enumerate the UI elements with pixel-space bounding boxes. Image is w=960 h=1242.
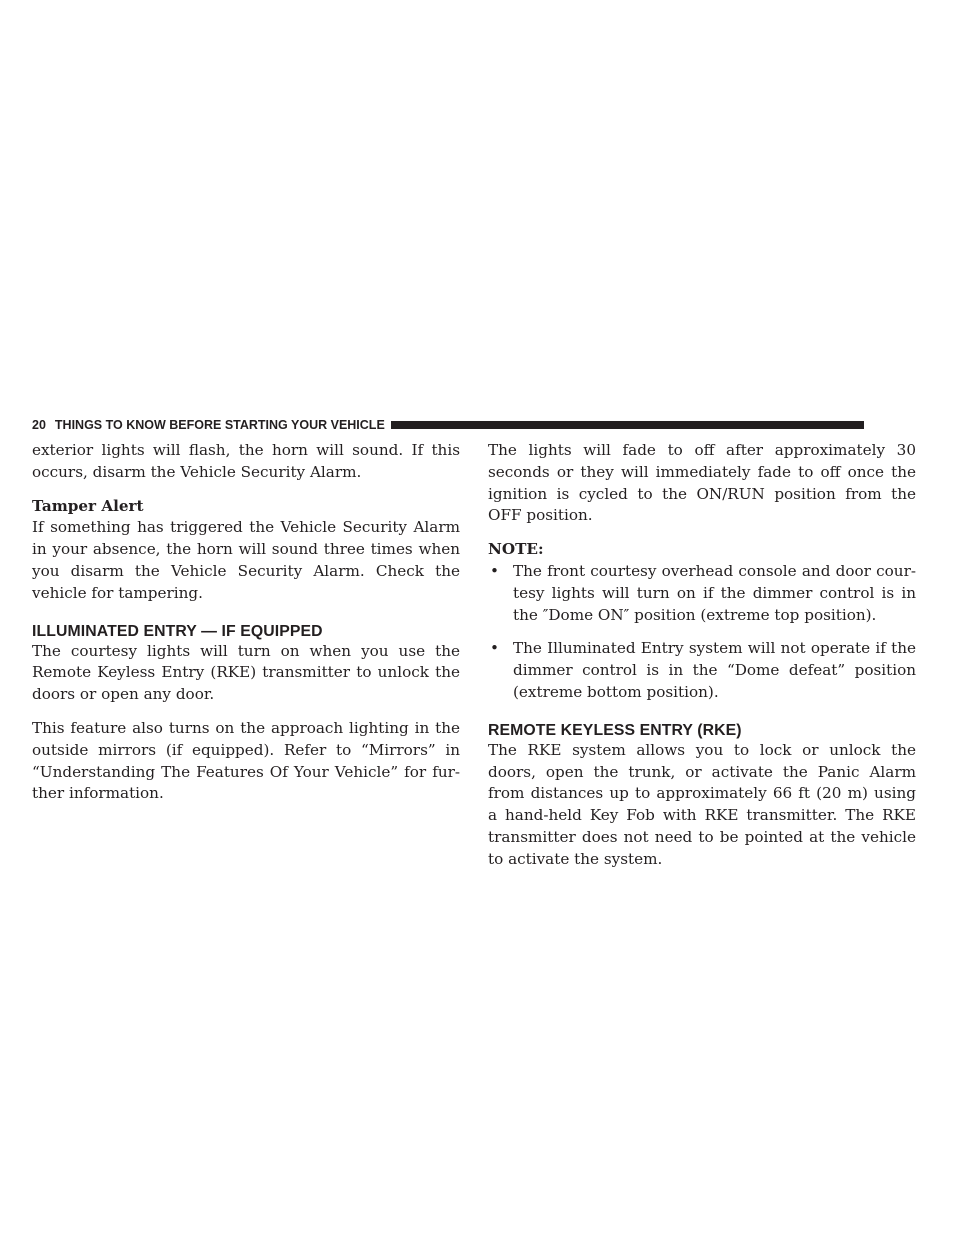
left-column [32, 440, 460, 805]
intro-paragraph: exterior lights will flash, the horn will sound. If this occurs, disarm the Vehicle Security Alarm. [32, 441, 460, 481]
rke-paragraph: The RKE system allows you to lock or unlock the doors, open the trunk, or activate the Panic Alarm from distances up to approximately 66 ft (20 m) using a hand-held Key Fob with RKE transmitter. The RKE transmitter does not need to be pointed at the vehicle to activate the system. [488, 740, 916, 868]
note-label: NOTE: [488, 540, 544, 559]
header-rule [391, 421, 864, 429]
illuminated-entry-paragraph: The courtesy lights will turn on when you use the Remote Keyless Entry (RKE) transmitter to unlock the doors or open any door. [32, 641, 460, 704]
note-item-text: The Illuminated Entry system will not operate if the dimmer control is in the “Dome defeat” position (extreme bottom position). [513, 639, 916, 701]
illuminated-entry-heading: ILLUMINATED ENTRY — IF EQUIPPED [32, 622, 323, 640]
chapter-title: THINGS TO KNOW BEFORE STARTING YOUR VEHICLE [54, 418, 385, 432]
list-item [488, 638, 916, 703]
page-number: 20 [32, 418, 46, 432]
list-item [488, 561, 916, 626]
page-header [32, 417, 864, 433]
note-item-text: The front courtesy overhead console and door courtesy lights will turn on if the dimmer control is in the ″Dome ON″ position (extreme top position). [513, 561, 916, 624]
tamper-alert-text: If something has triggered the Vehicle Security Alarm in your absence, the horn will sound three times when you disarm the Vehicle Security Alarm. Check the vehicle for tampering. [32, 518, 460, 602]
rke-heading: REMOTE KEYLESS ENTRY (RKE) [488, 721, 742, 739]
approach-lighting-paragraph: This feature also turns on the approach lighting in the outside mirrors (if equipped). Refer to “Mirrors” in “Understanding The Features Of Your Vehicle” for further information. [32, 718, 460, 803]
bullet-icon: • [490, 639, 499, 658]
note-list [488, 561, 916, 704]
right-column [488, 440, 916, 871]
fade-paragraph: The lights will fade to off after approximately 30 seconds or they will immediately fade to off once the ignition is cycled to the ON/RUN position from the OFF position. [488, 441, 916, 525]
tamper-alert-heading: Tamper Alert [32, 496, 144, 515]
bullet-icon: • [490, 561, 499, 580]
